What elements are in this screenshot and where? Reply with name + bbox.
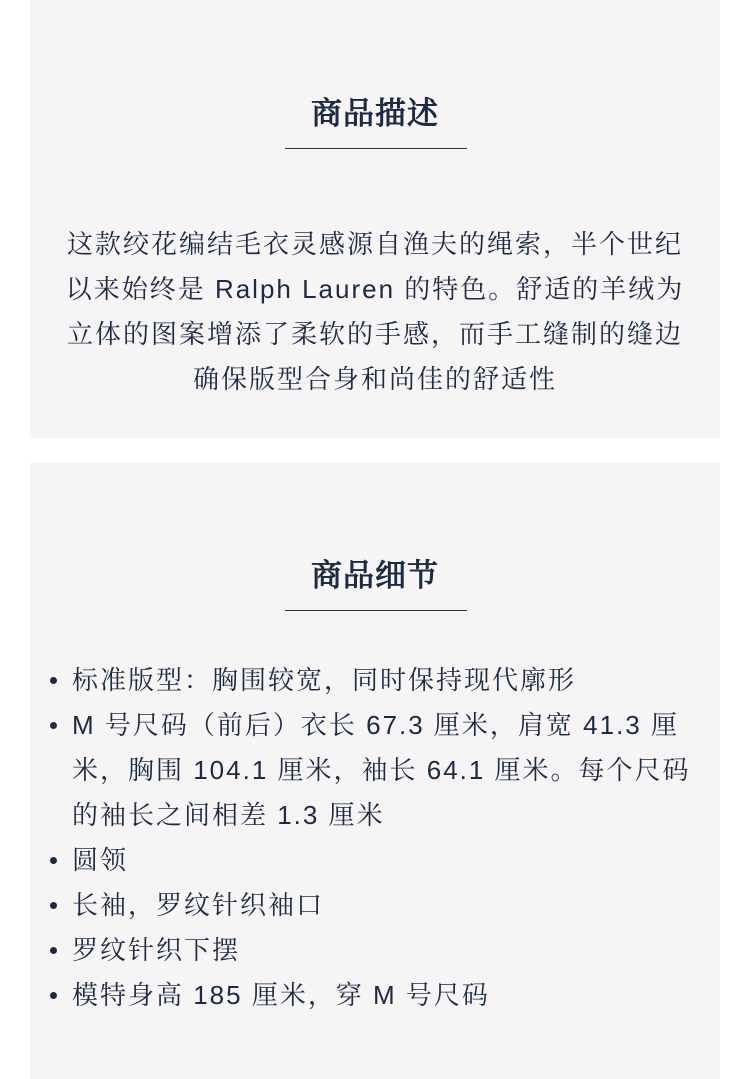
product-details-card: [30, 463, 720, 1079]
list-item-text: 圆领: [72, 845, 129, 875]
list-item-text: M 号尺码（前后）衣长 67.3 厘米，肩宽 41.3 厘米，胸围 104.1 厘米，袖长 64.1 厘米。每个尺码的袖长之间相差 1.3 厘米: [72, 710, 691, 830]
list-item-text: 罗纹针织下摆: [72, 935, 241, 965]
bullet-icon: [50, 677, 57, 684]
list-item: [72, 928, 702, 973]
bullet-icon: [50, 902, 57, 909]
bullet-icon: [50, 722, 57, 729]
product-details-title: 商品细节: [311, 557, 439, 593]
title-divider: [285, 148, 467, 149]
product-details-list: [72, 658, 702, 1018]
list-item: [72, 838, 702, 883]
bullet-icon: [50, 857, 57, 864]
list-item: [72, 703, 702, 838]
title-divider: [285, 610, 467, 611]
list-item-text: 长袖，罗纹针织袖口: [72, 890, 325, 920]
bullet-icon: [50, 992, 57, 999]
list-item: [72, 973, 702, 1018]
list-item: [72, 883, 702, 928]
product-description-card: [30, 0, 720, 438]
product-description-title: 商品描述: [311, 95, 439, 131]
list-item: [72, 658, 702, 703]
list-item-text: 标准版型：胸围较宽，同时保持现代廓形: [72, 665, 577, 695]
bullet-icon: [50, 947, 57, 954]
list-item-text: 模特身高 185 厘米，穿 M 号尺码: [72, 980, 490, 1010]
product-description-text: 这款绞花编结毛衣灵感源自渔夫的绳索，半个世纪以来始终是 Ralph Lauren 的特色。舒适的羊绒为立体的图案增添了柔软的手感，而手工缝制的缝边确保版型合身和尚佳的舒适性: [65, 229, 685, 394]
